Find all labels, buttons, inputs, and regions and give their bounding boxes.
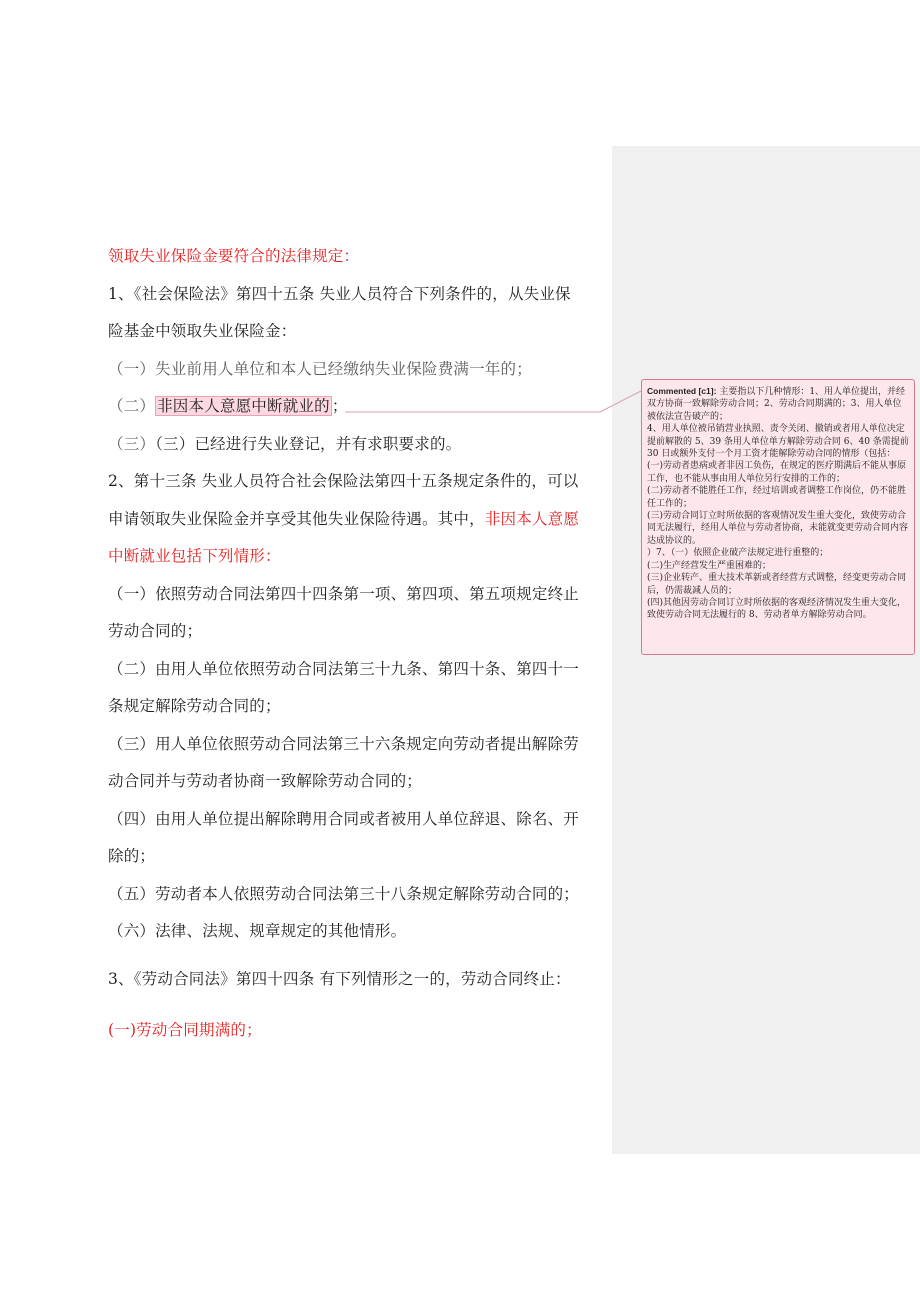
case-5: （五）劳动者本人依照劳动合同法第三十八条规定解除劳动合同的； [108,884,580,903]
comment-author: Commented [c1]: [647,386,717,396]
article-13-line-1: 2、第十三条 失业人员符合社会保险法第四十五条规定条件的，可以 [108,472,579,490]
comment-line-7: (三)企业转产、重大技术革新或者经营方式调整，经变更劳动合同后，仍需裁减人员的； [647,573,907,596]
comment-line-3: (二)劳动者不能胜任工作，经过培训或者调整工作岗位，仍不能胜任工作的； [647,486,907,509]
case-4-line-2: 除的； [108,847,156,865]
document-body [108,238,608,1050]
condition-2-suffix: ； [331,397,348,415]
comment-line-2: 4、用人单位被吊销营业执照、责令关闭、撤销或者用人单位决定提前解散的 5、39 条用人单位单方解除劳动合同 6、40 条需提前 30 日或额外支付一个月工资才能解除劳动合同的情形（包括：(一)劳动者患病或者非因工负伤，在规定的医疗期满后不能从事原工作，也不能从事由用人单位另行安排的工作的； [647,424,909,484]
article-45-line-1: 1、《社会保险法》第四十五条 失业人员符合下列条件的，从失业保 [108,284,571,303]
case-2-line-1: （二）由用人单位依照劳动合同法第三十九条、第四十条、第四十一 [108,659,580,678]
comment-line-1: Commented [c1]: 主要指以下几种情形：1、用人单位提出，并经双方协商一致解除劳动合同；2、劳动合同期满的；3、用人单位被依法宣告破产的； [647,386,906,422]
condition-3-prefix: （三） [108,434,156,453]
article-44: 3、《劳动合同法》第四十四条 有下列情形之一的，劳动合同终止： [108,969,571,988]
article-13-line-2-red: 非因本人意愿 [484,509,580,528]
article-13-line-2-plain: 申请领取失业保险金并享受其他失业保险待遇。其中， [108,509,485,528]
case-4-line-1: （四）由用人单位提出解除聘用合同或者被用人单位辞退、除名、开 [108,809,580,828]
comment-line-4: (三)劳动合同订立时所依据的客观情况发生重大变化，致使劳动合同无法履行，经用人单位与劳动者协商，未能就变更劳动合同内容达成协议的。 [647,511,909,546]
article-44-item-1: (一)劳动合同期满的； [108,1021,262,1039]
comment-line-8: (四)其他因劳动合同订立时所依据的客观经济情况发生重大变化，致使劳动合同无法履行的 8、劳动者单方解除劳动合同。 [647,597,907,621]
commented-highlight[interactable]: 非因本人意愿中断就业的 [157,397,330,415]
case-1-line-1: （一）依照劳动合同法第四十四条第一项、第四项、第五项规定终止 [108,584,580,603]
article-45-line-2: 险基金中领取失业保险金： [108,322,297,340]
case-3-line-2: 动合同并与劳动者协商一致解除劳动合同的； [108,772,423,790]
condition-3 [108,426,608,464]
condition-1-text: （一）失业前用人单位和本人已经缴纳失业保险费满一年的； [108,359,532,378]
section-heading: 领取失业保险金要符合的法律规定： [108,247,360,265]
condition-2 [108,388,608,426]
case-2-line-2: 条规定解除劳动合同的； [108,697,281,715]
condition-1 [108,351,608,389]
article-13-line-3: 中断就业包括下列情形： [108,547,281,565]
comment-line-6: (二)生产经营发生严重困难的； [647,560,772,571]
case-3-line-1: （三）用人单位依照劳动合同法第三十六条规定向劳动者提出解除劳 [108,734,580,753]
comment-line-5: ）7、（一）依照企业破产法规定进行重整的； [647,548,829,559]
case-1-line-2: 劳动合同的； [108,622,203,640]
case-6: （六）法律、法规、规章规定的其他情形。 [108,922,407,940]
article-13-line-2 [108,501,608,539]
condition-2-prefix: （二） [108,397,156,415]
comment-balloon[interactable] [641,379,915,655]
condition-3-text: （三）已经进行失业登记，并有求职要求的。 [155,434,462,453]
